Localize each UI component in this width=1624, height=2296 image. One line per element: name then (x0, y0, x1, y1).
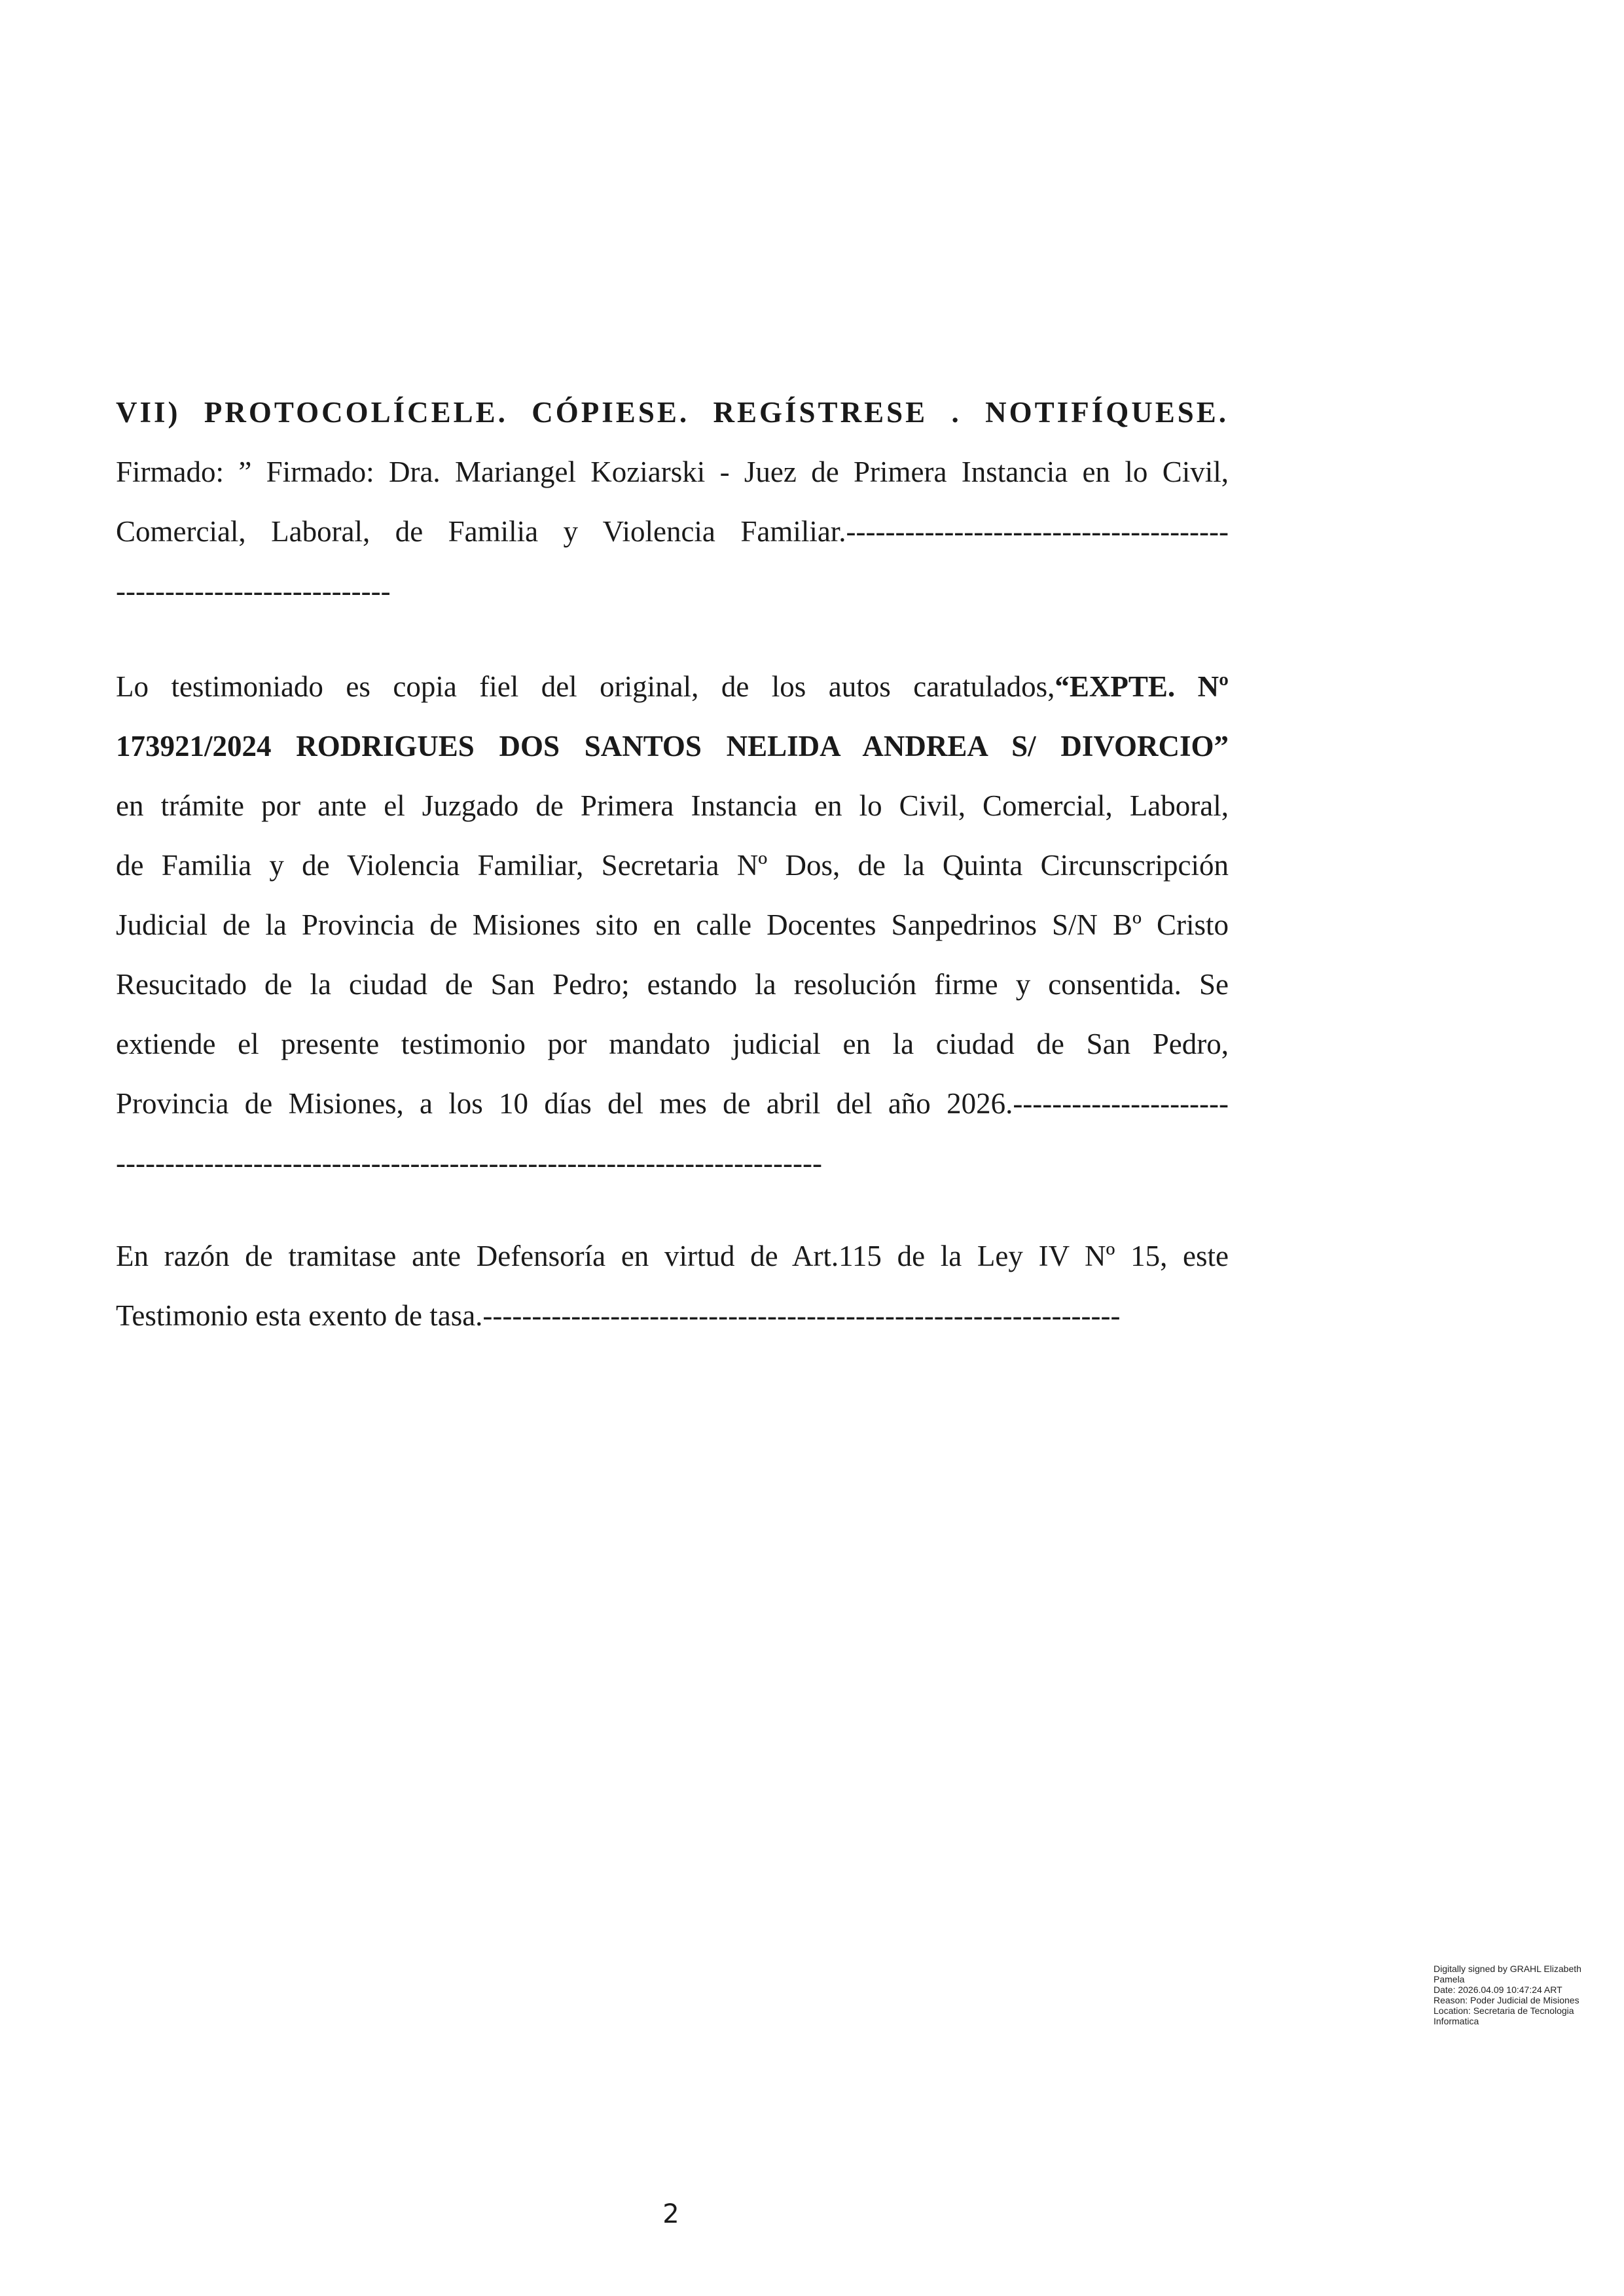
testimony-intro-text: Lo testimoniado es copia fiel del original, de los autos caratulados, (116, 670, 1055, 703)
fee-note-paragraph (116, 1227, 1229, 1346)
signature-date: Date: 2026.04.09 10:47:24 ART (1434, 1984, 1562, 1995)
resolution-dash-line: ---------------------------- (116, 575, 391, 607)
signature-location: Location: Secretaria de Tecnologia (1434, 2005, 1574, 2016)
signature-reason: Reason: Poder Judicial de Misiones (1434, 1995, 1579, 2005)
case-file-label: “EXPTE. Nº (1055, 670, 1229, 703)
testimony-line-4: de Familia y de Violencia Familiar, Secretaria Nº Dos, de la Quinta Circunscripción (116, 849, 1229, 882)
resolution-paragraph (116, 383, 1229, 621)
testimony-line-5: Judicial de la Provincia de Misiones sito en calle Docentes Sanpedrinos S/N Bº Cristo (116, 908, 1229, 941)
resolution-heading: VII) PROTOCOLÍCELE. CÓPIESE. REGÍSTRESE . NOTIFÍQUESE. (116, 396, 1229, 429)
fee-note-line-1: En razón de tramitase ante Defensoría en virtud de Art.115 de la Ley IV Nº 15, este (116, 1240, 1229, 1272)
signature-location-continued: Informatica (1434, 2016, 1479, 2026)
resolution-court-line: Comercial, Laboral, de Familia y Violencia Familiar.--------------------------------------- (116, 515, 1229, 548)
testimony-line-6: Resucitado de la ciudad de San Pedro; estando la resolución firme y consentida. Se (116, 968, 1229, 1001)
resolution-signed-line: Firmado: ” Firmado: Dra. Mariangel Koziarski - Juez de Primera Instancia en lo Civil, (116, 456, 1229, 488)
testimony-line-3: en trámite por ante el Juzgado de Primera Instancia en lo Civil, Comercial, Laboral, (116, 789, 1229, 822)
testimony-line-7: extiende el presente testimonio por mandato judicial en la ciudad de San Pedro, (116, 1028, 1229, 1060)
case-file-title: 173921/2024 RODRIGUES DOS SANTOS NELIDA ANDREA S/ DIVORCIO” (116, 730, 1229, 762)
signature-signer: Digitally signed by GRAHL Elizabeth (1434, 1964, 1581, 1974)
fee-note-line-2: Testimonio esta exento de tasa.----------------------------------------------------------------- (116, 1299, 1121, 1332)
testimony-dash-line: ------------------------------------------------------------------------ (116, 1147, 822, 1179)
page-number: 2 (662, 2199, 679, 2229)
signature-signer-continued: Pamela (1434, 1974, 1465, 1984)
testimony-line-1 (116, 657, 1229, 717)
digital-signature-stamp (1434, 1964, 1610, 2026)
testimony-paragraph (116, 657, 1229, 1193)
testimony-line-8: Provincia de Misiones, a los 10 días del mes de abril del año 2026.---------------------- (116, 1087, 1229, 1120)
